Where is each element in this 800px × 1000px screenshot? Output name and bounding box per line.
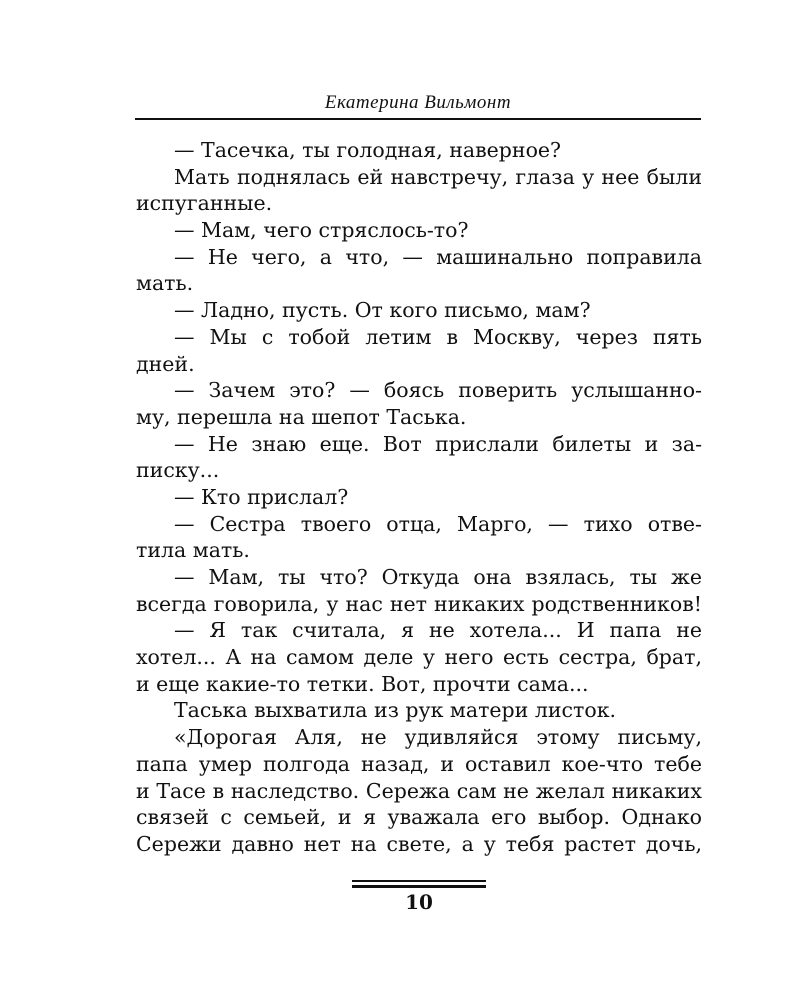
text-line: — Я так считала, я не хотела... И папа не <box>174 618 702 643</box>
page-number: 10 <box>405 890 433 914</box>
text-line: — Мам, чего стряслось-то? <box>174 218 469 243</box>
text-line: и еще какие-то тетки. Вот, прочти сама... <box>136 671 589 696</box>
text-line: — Сестра твоего отца, Марго, — тихо отве- <box>174 511 702 536</box>
body-text <box>136 137 702 858</box>
text-line: и Тасе в наследство. Сережа сам не желал никаких <box>136 778 702 803</box>
text-line: Сережи давно нет на свете, а у тебя растет дочь, <box>136 831 702 856</box>
text-line: мать. <box>136 271 194 296</box>
text-line: — Тасечка, ты голодная, наверное? <box>174 138 562 162</box>
text-line: связей с семьей, и я уважала его выбор. Однако <box>136 805 702 830</box>
text-line: — Зачем это? — боясь поверить услышанно- <box>174 378 702 403</box>
text-line: всегда говорила, у нас нет никаких родственников! <box>136 591 702 616</box>
text-line: тила мать. <box>136 538 250 563</box>
text-line: — Мы с тобой летим в Москву, через пять <box>174 324 702 349</box>
footer-divider-thin <box>352 880 486 882</box>
text-line: испуганные. <box>136 191 273 216</box>
text-line: Таська выхватила из рук матери листок. <box>174 698 617 723</box>
text-line: писку... <box>136 458 220 483</box>
text-line: хотел... А на самом деле у него есть сестра, брат, <box>136 645 702 670</box>
text-line: папа умер полгода назад, и оставил кое-что тебе <box>136 751 702 776</box>
text-line: Мать поднялась ей навстречу, глаза у нее были <box>174 164 702 189</box>
text-line: му, перешла на шепот Таська. <box>136 404 467 429</box>
footer-divider-thick <box>352 885 486 888</box>
running-header-author: Екатерина Вильмонт <box>324 92 512 113</box>
text-line: «Дорогая Аля, не удивляйся этому письму, <box>174 725 702 750</box>
header-divider <box>135 118 701 120</box>
text-line: — Не чего, а что, — машинально поправила <box>174 244 702 269</box>
text-line: дней. <box>136 351 195 376</box>
text-line: — Кто прислал? <box>174 484 349 509</box>
text-line: — Мам, ты что? Откуда она взялась, ты же <box>174 565 702 589</box>
text-line: — Не знаю еще. Вот прислали билеты и за- <box>174 431 702 456</box>
text-line: — Ладно, пусть. От кого письмо, мам? <box>174 298 591 323</box>
